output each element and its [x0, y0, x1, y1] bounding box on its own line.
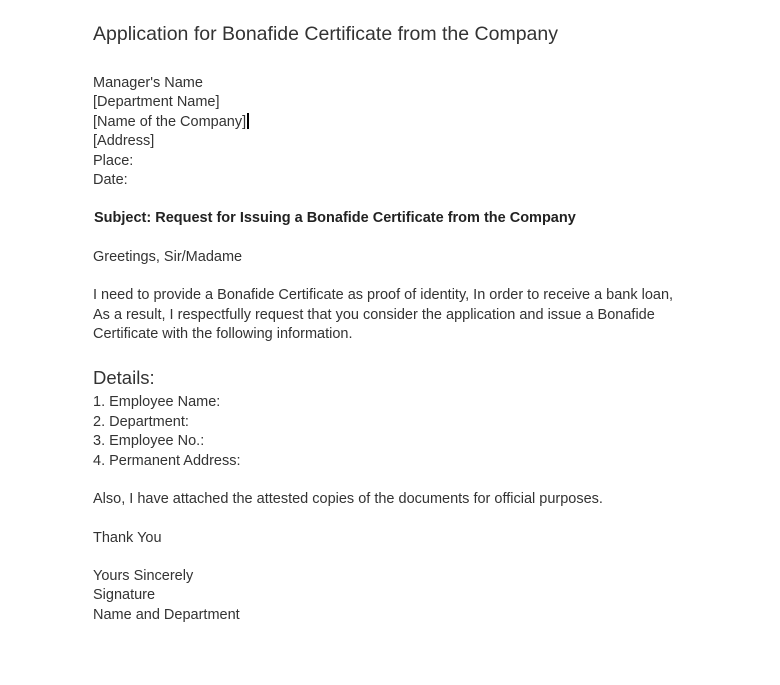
details-item-employee-name: 1. Employee Name: [93, 394, 221, 411]
recipient-department: [Department Name] [93, 94, 220, 111]
recipient-address-block [93, 74, 753, 190]
attachment-note: Also, I have attached the attested copies of the documents for official purposes. [93, 491, 603, 508]
date-label: Date: [93, 172, 128, 189]
details-heading: Details: [93, 367, 155, 389]
name-department-label: Name and Department [93, 606, 240, 623]
body-line: As a result, I respectfully request that you consider the application and issue a Bonafide [93, 306, 655, 323]
details-item-employee-no: 3. Employee No.: [93, 433, 205, 450]
document-title: Application for Bonafide Certificate from the Company [93, 23, 558, 45]
recipient-address: [Address] [93, 133, 155, 150]
details-item-permanent-address: 4. Permanent Address: [93, 452, 241, 469]
subject-line: Subject: Request for Issuing a Bonafide Certificate from the Company [94, 210, 576, 227]
sign-off: Yours Sincerely [93, 567, 194, 584]
body-line: Certificate with the following information. [93, 326, 353, 343]
details-list [93, 393, 753, 471]
greeting: Greetings, Sir/Madame [93, 248, 243, 265]
closing-block [93, 567, 753, 625]
recipient-company-line [93, 113, 753, 132]
body-paragraph [93, 286, 753, 344]
recipient-manager-name: Manager's Name [93, 75, 203, 91]
document-page[interactable] [93, 21, 753, 625]
signature-label: Signature [93, 587, 156, 604]
text-cursor [247, 113, 249, 129]
details-item-department: 2. Department: [93, 413, 189, 430]
body-line: I need to provide a Bonafide Certificate as proof of identity, In order to receive a bank loan, [93, 287, 674, 304]
place-label: Place: [93, 152, 134, 169]
recipient-company: [Name of the Company] [93, 113, 247, 130]
thank-you: Thank You [93, 529, 162, 546]
